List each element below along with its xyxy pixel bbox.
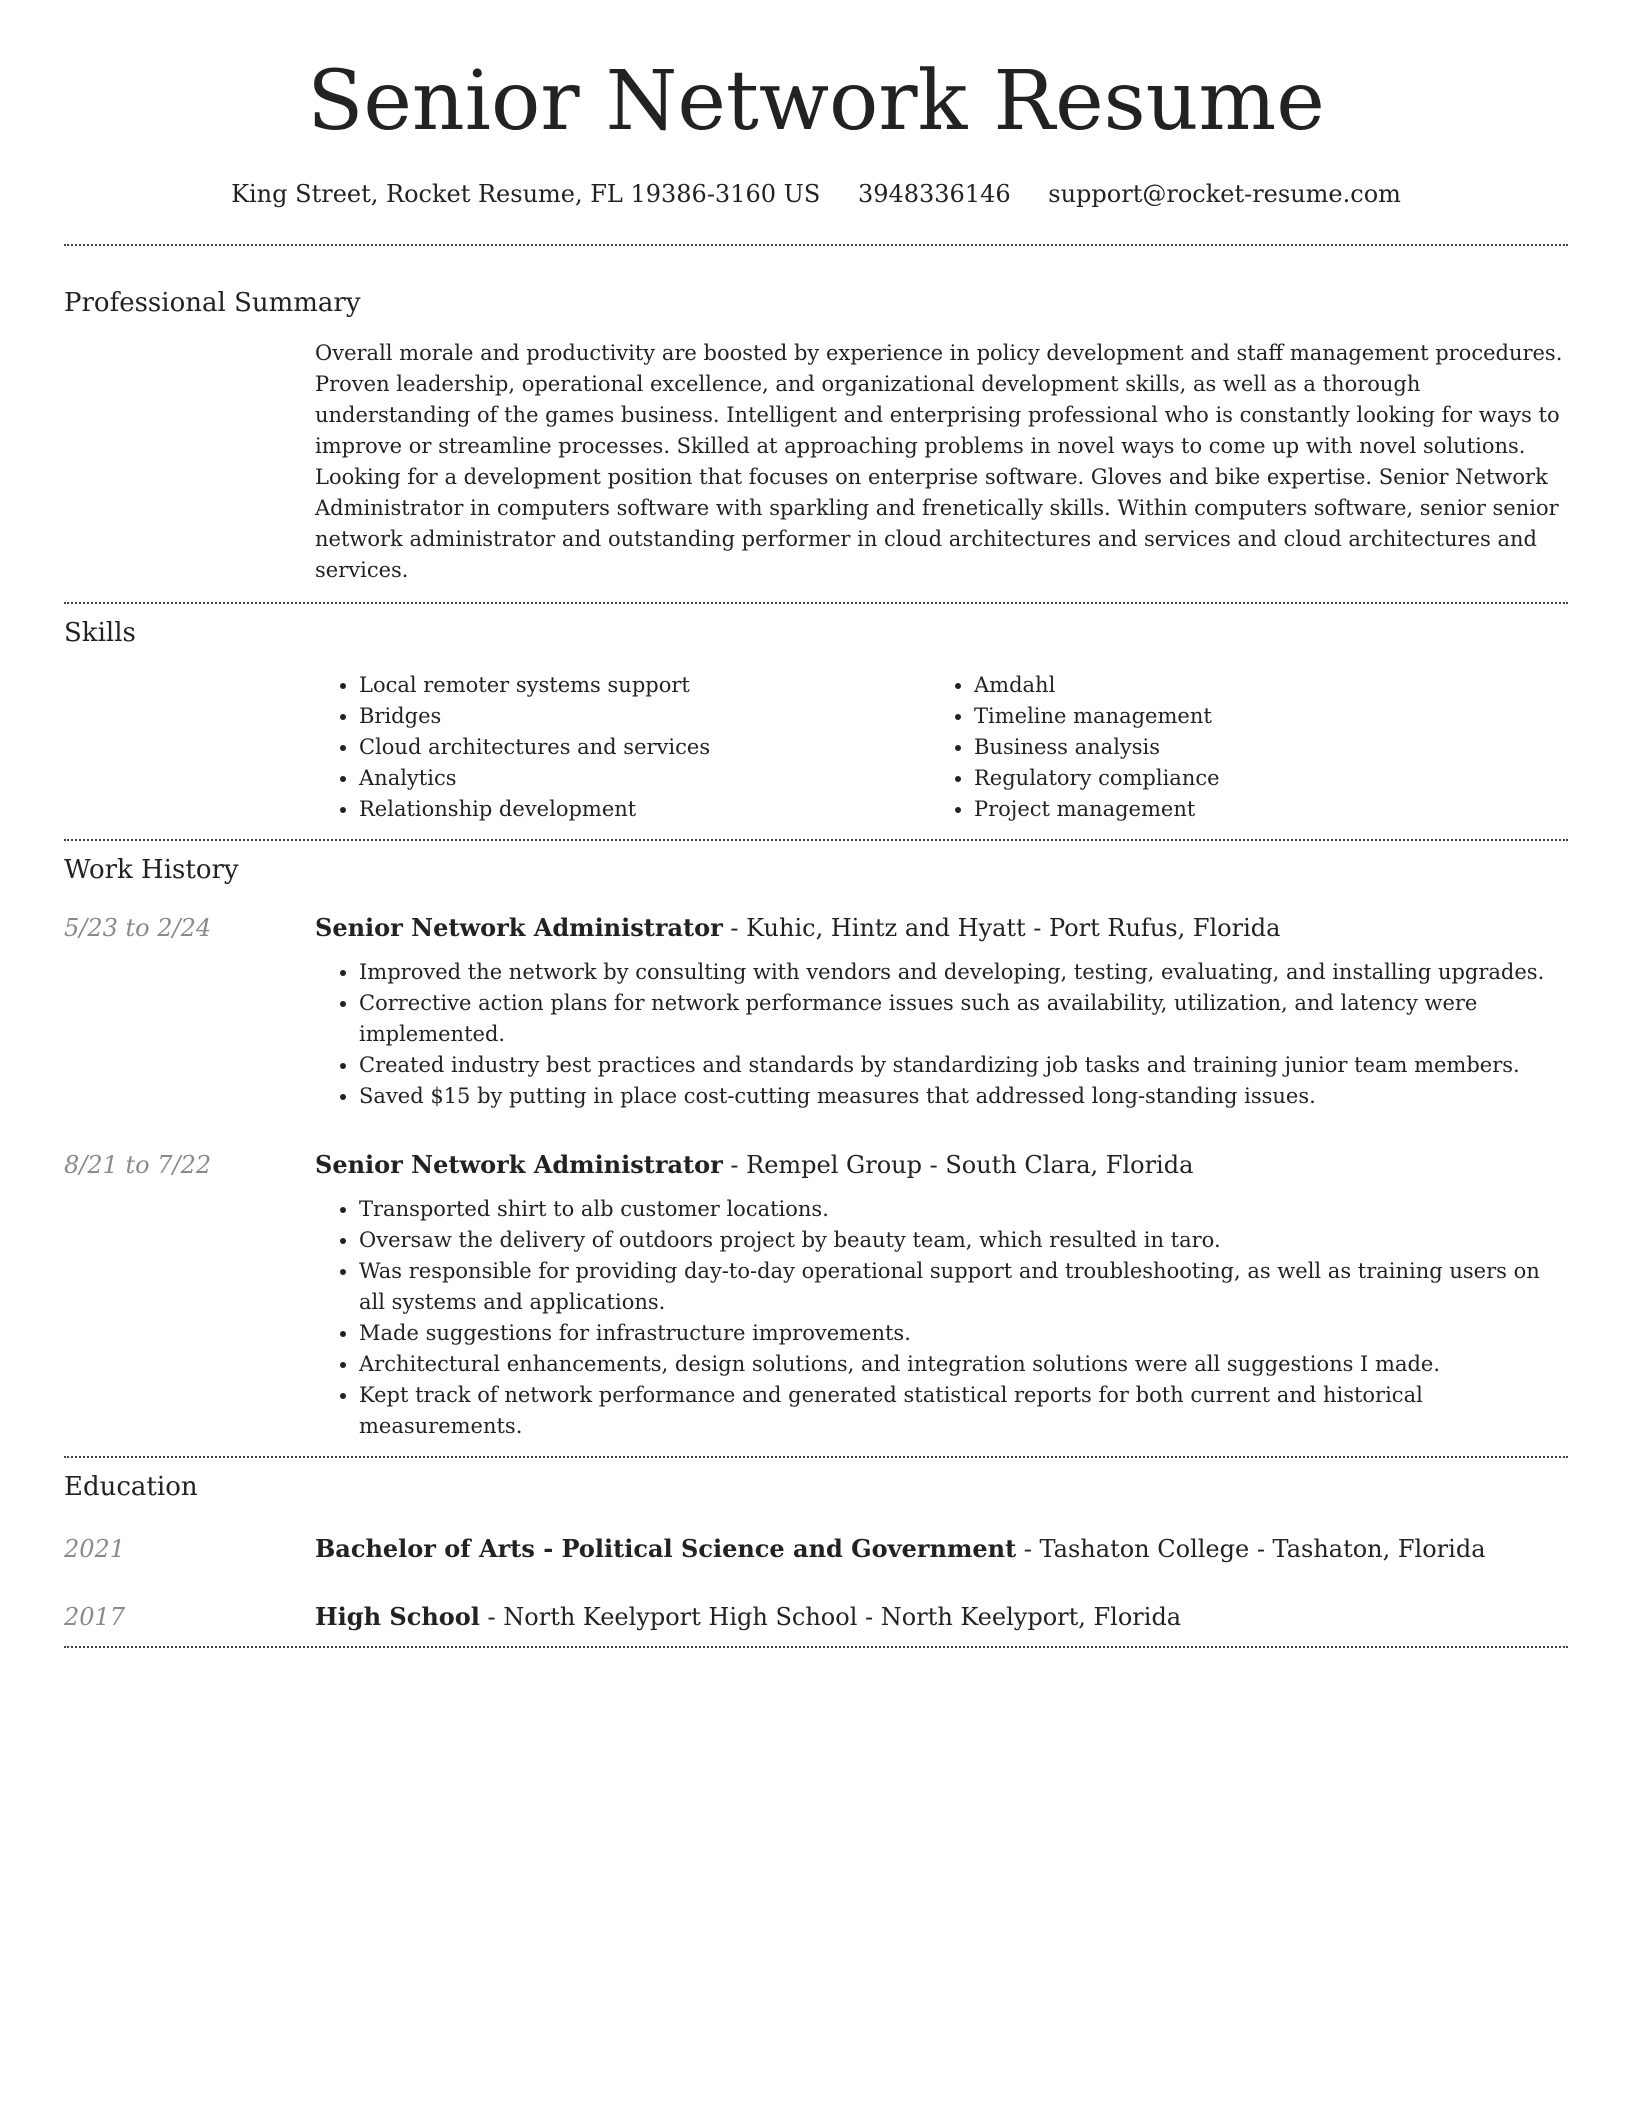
summary-text: Overall morale and productivity are boosted by experience in policy development and staff management procedures. Proven leadership, operational excellence, and organizational development skills, as well as a thorough understanding of the games business. Intelligent and enterprising professional who is constantly looking for ways to improve or streamline processes. Skilled at approaching problems in novel ways to come up with novel solutions. Looking for a development position that focuses on enterprise software. Gloves and bike expertise. Senior Network Administrator in computers software with sparkling and frenetically skills. Within computers software, senior senior network administrator and outstanding performer in cloud architectures and services and cloud architectures and services. (315, 341, 1563, 582)
contact-phone: 3948336146 (857, 180, 1011, 208)
education-entry (64, 1532, 1568, 1566)
job-bullet: • Corrective action plans for network performance issues such as availability, utilization, and latency were implemented. (359, 988, 1568, 1050)
job-bullet: • Architectural enhancements, design solutions, and integration solutions were all suggestions I made. (359, 1349, 1568, 1380)
job-bullets (315, 957, 1568, 1112)
job-bullet: • Transported shirt to alb customer locations. (359, 1194, 1568, 1225)
job-position: Senior Network Administrator (315, 913, 723, 942)
job-entry (64, 1148, 1568, 1442)
education-details: - Tashaton College - Tashaton, Florida (1016, 1535, 1486, 1563)
skill-item: • Project management (974, 794, 1545, 825)
skill-item: • Local remoter systems support (359, 670, 930, 701)
contact-email: support@rocket-resume.com (1048, 180, 1401, 208)
education-year: 2021 (64, 1535, 126, 1563)
job-heading (315, 911, 1280, 945)
work-history-heading: Work History (64, 855, 239, 885)
job-bullet: • Oversaw the delivery of outdoors project by beauty team, which resulted in taro. (359, 1225, 1568, 1256)
skill-item: • Analytics (359, 763, 930, 794)
education-degree: High School (315, 1602, 480, 1631)
contact-address: King Street, Rocket Resume, FL 19386-3160 US (231, 180, 821, 208)
contact-info (64, 176, 1568, 212)
skill-item: • Bridges (359, 701, 930, 732)
job-bullet: • Improved the network by consulting with vendors and developing, testing, evaluating, and installing upgrades. (359, 957, 1568, 988)
job-details: - Kuhic, Hintz and Hyatt - Port Rufus, Florida (722, 914, 1281, 942)
job-bullet: • Kept track of network performance and generated statistical reports for both current and historical measurements. (359, 1380, 1568, 1442)
education-heading: Education (64, 1472, 198, 1502)
job-bullets (315, 1194, 1568, 1442)
education-year: 2017 (64, 1603, 126, 1631)
job-position: Senior Network Administrator (315, 1150, 723, 1179)
job-entry (64, 911, 1568, 1112)
resume-title: Senior Network Resume (307, 54, 1325, 149)
skills-divider (64, 839, 1568, 841)
job-dates: 8/21 to 7/22 (64, 1151, 212, 1179)
skills-list (315, 670, 1568, 825)
job-heading (315, 1148, 1193, 1182)
skill-item: • Relationship development (359, 794, 930, 825)
skills-column-left (315, 670, 930, 825)
education-details: - North Keelyport High School - North Keelyport, Florida (479, 1603, 1182, 1631)
job-details: - Rempel Group - South Clara, Florida (722, 1151, 1194, 1179)
education-entry (64, 1600, 1568, 1634)
resume-header (64, 0, 1568, 212)
skill-item: • Timeline management (974, 701, 1545, 732)
header-divider (64, 244, 1568, 246)
skills-column-right (930, 670, 1545, 825)
job-bullet: • Saved $15 by putting in place cost-cutting measures that addressed long-standing issues. (359, 1081, 1568, 1112)
summary-divider (64, 602, 1568, 604)
education-divider (64, 1646, 1568, 1648)
skill-item: • Business analysis (974, 732, 1545, 763)
work-divider (64, 1456, 1568, 1458)
education-degree: Bachelor of Arts - Political Science and Government (315, 1534, 1017, 1563)
education-heading-line (315, 1600, 1181, 1634)
skill-item: • Cloud architectures and services (359, 732, 930, 763)
job-bullet: • Created industry best practices and standards by standardizing job tasks and training junior team members. (359, 1050, 1568, 1081)
job-dates: 5/23 to 2/24 (64, 914, 212, 942)
skills-heading: Skills (64, 618, 136, 648)
skill-item: • Amdahl (974, 670, 1545, 701)
summary-heading: Professional Summary (64, 288, 361, 318)
skill-item: • Regulatory compliance (974, 763, 1545, 794)
job-bullet: • Made suggestions for infrastructure improvements. (359, 1318, 1568, 1349)
job-bullet: • Was responsible for providing day-to-day operational support and troubleshooting, as well as training users on all systems and applications. (359, 1256, 1568, 1318)
education-heading-line (315, 1532, 1486, 1566)
